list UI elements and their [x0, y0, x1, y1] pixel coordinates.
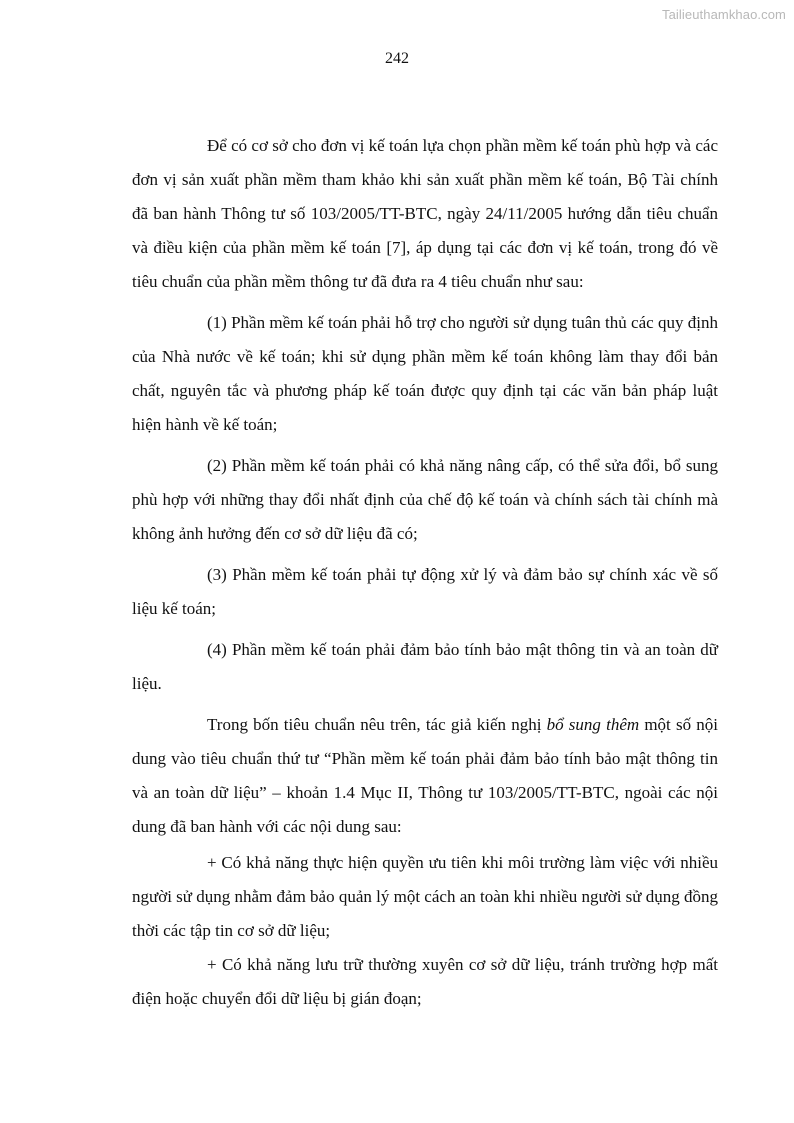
page-number: 242	[385, 50, 409, 67]
paragraph-standard-1: (1) Phần mềm kế toán phải hỗ trợ cho người sử dụng tuân thủ các quy định của Nhà nước về kế toán; khi sử dụng phần mềm kế toán không làm thay đổi bản chất, nguyên tắc và phương pháp kế toán được quy định tại các văn bản pháp luật hiện hành về kế toán;	[132, 313, 718, 434]
paragraph-standard-2: (2) Phần mềm kế toán phải có khả năng nâng cấp, có thể sửa đổi, bổ sung phù hợp với những thay đổi nhất định của chế độ kế toán và chính sách tài chính mà không ảnh hưởng đến cơ sở dữ liệu đã có;	[132, 456, 718, 543]
document-body	[132, 129, 718, 1016]
watermark: Tailieuthamkhao.com	[661, 7, 786, 22]
paragraph-standard-4: (4) Phần mềm kế toán phải đảm bảo tính bảo mật thông tin và an toàn dữ liệu.	[132, 640, 718, 693]
paragraph-standard-3: (3) Phần mềm kế toán phải tự động xử lý và đảm bảo sự chính xác về số liệu kế toán;	[132, 565, 718, 618]
recommendation-emphasis: bổ sung thêm	[546, 715, 640, 734]
recommendation-text-after: một số nội dung vào tiêu chuẩn thứ tư “Phần mềm kế toán phải đảm bảo tính bảo mật thông tin và an toàn dữ liệu” – khoản 1.4 Mục II, Thông tư 103/2005/TT-BTC, ngoài các nội dung đã ban hành với các nội dung sau:	[132, 715, 718, 836]
recommendation-text-before: Trong bốn tiêu chuẩn nêu trên, tác giả kiến nghị	[207, 715, 547, 734]
paragraph-addition-1: + Có khả năng thực hiện quyền ưu tiên khi môi trường làm việc với nhiều người sử dụng nhằm đảm bảo quản lý một cách an toàn khi nhiều người sử dụng đồng thời các tập tin cơ sở dữ liệu;	[132, 853, 719, 940]
paragraph-recommendation	[132, 708, 718, 844]
paragraph-intro: Để có cơ sở cho đơn vị kế toán lựa chọn phần mềm kế toán phù hợp và các đơn vị sản xuất phần mềm tham khảo khi sản xuất phần mềm kế toán, Bộ Tài chính đã ban hành Thông tư số 103/2005/TT-BTC, ngày 24/11/2005 hướng dẫn tiêu chuẩn và điều kiện của phần mềm kế toán [7], áp dụng tại các đơn vị kế toán, trong đó về tiêu chuẩn của phần mềm thông tư đã đưa ra 4 tiêu chuẩn như sau:	[132, 136, 718, 291]
paragraph-addition-2: + Có khả năng lưu trữ thường xuyên cơ sở dữ liệu, tránh trường hợp mất điện hoặc chuyển đổi dữ liệu bị gián đoạn;	[132, 955, 718, 1008]
